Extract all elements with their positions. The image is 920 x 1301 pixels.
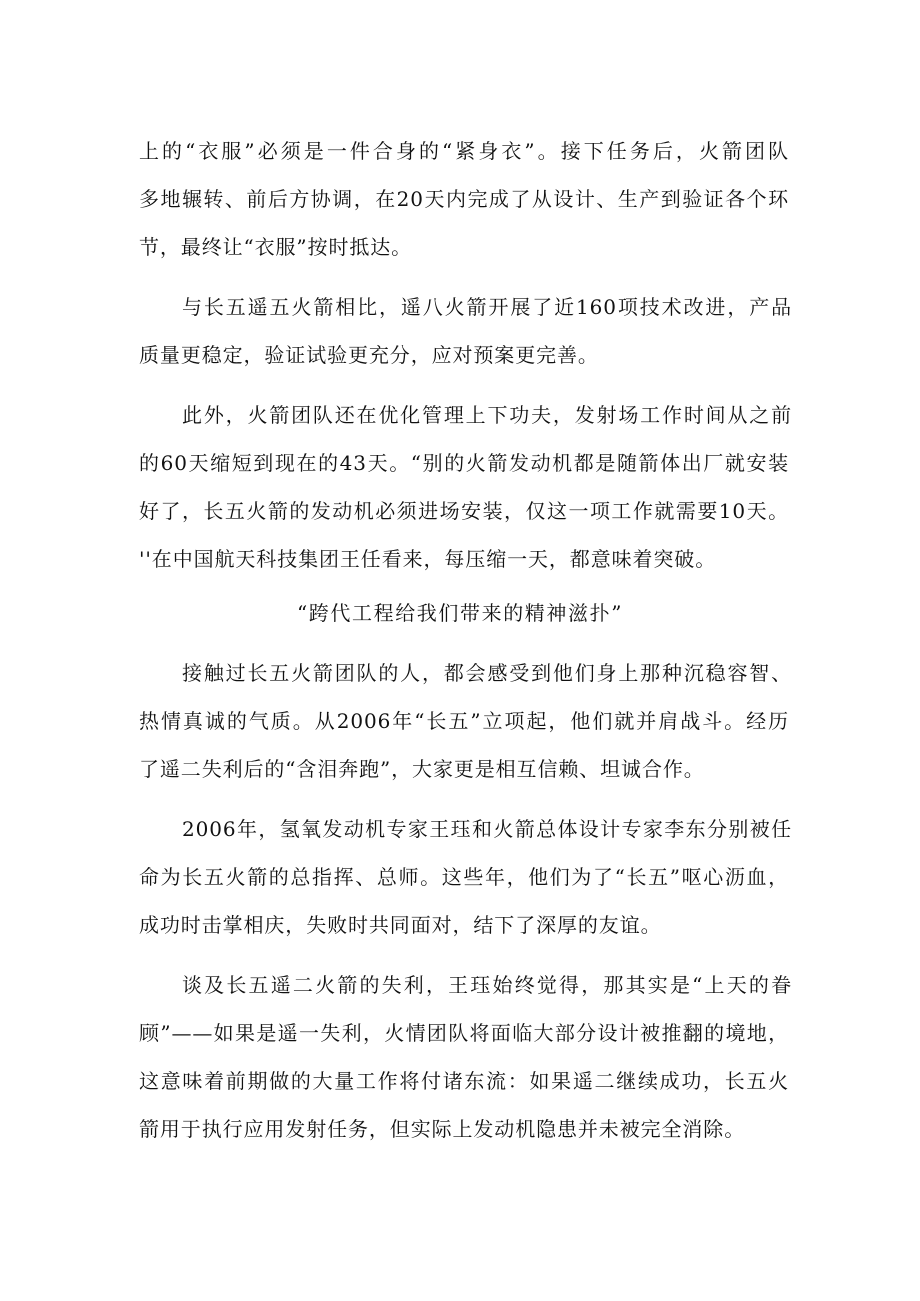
paragraph-line: 这意味着前期做的大量工作将付诸东流：如果遥二继续成功，长五火 <box>139 1069 789 1093</box>
paragraph-line: 谈及长五遥二火箭的失利，王珏始终觉得，那其实是“上天的眷 <box>182 973 792 997</box>
section-heading: “跨代工程给我们带来的精神滋扑” <box>296 601 624 625</box>
paragraph-line: 质量更稳定，验证试验更充分，应对预案更完善。 <box>139 343 599 367</box>
paragraph-line: 节，最终让“衣服”按时抵达。 <box>139 235 413 259</box>
paragraph-line: 顾”——如果是遥一失利，火情团队将面临大部分设计被推翻的境地， <box>139 1021 789 1045</box>
paragraph-line: 好了，长五火箭的发动机必须进场安装，仅这一项工作就需要10天。 <box>139 499 789 523</box>
paragraph-line: 的60天缩短到现在的43天。“别的火箭发动机都是随箭体出厂就安装 <box>139 451 789 475</box>
paragraph-line: ''在中国航天科技集团王任看来，每压缩一天，都意味着突破。 <box>139 547 717 571</box>
paragraph-line: 2006年，氢氧发动机专家王珏和火箭总体设计专家李东分别被任 <box>182 817 792 841</box>
paragraph-line: 多地辗转、前后方协调，在20天内完成了从设计、生产到验证各个环 <box>139 187 789 211</box>
paragraph-line: 热情真诚的气质。从2006年“长五”立项起，他们就并肩战斗。经历 <box>139 709 789 733</box>
paragraph-line: 命为长五火箭的总指挥、总师。这些年，他们为了“长五”呕心沥血， <box>139 865 789 889</box>
paragraph-line: 此外，火箭团队还在优化管理上下功夫，发射场工作时间从之前 <box>182 403 792 427</box>
paragraph-line: 成功时击掌相庆，失败时共同面对，结下了深厚的友谊。 <box>139 913 662 937</box>
paragraph-line: 箭用于执行应用发射任务，但实际上发动机隐患并未被完全消除。 <box>139 1117 746 1141</box>
paragraph-line: 了遥二失利后的“含泪奔跑”，大家更是相互信赖、坦诚合作。 <box>139 757 705 781</box>
paragraph-line: 上的“衣服”必须是一件合身的“紧身衣”。接下任务后，火箭团队 <box>139 139 789 163</box>
paragraph-line: 接触过长五火箭团队的人，都会感受到他们身上那种沉稳容智、 <box>182 661 792 685</box>
paragraph-line: 与长五遥五火箭相比，遥八火箭开展了近160项技术改进，产品 <box>182 295 792 319</box>
